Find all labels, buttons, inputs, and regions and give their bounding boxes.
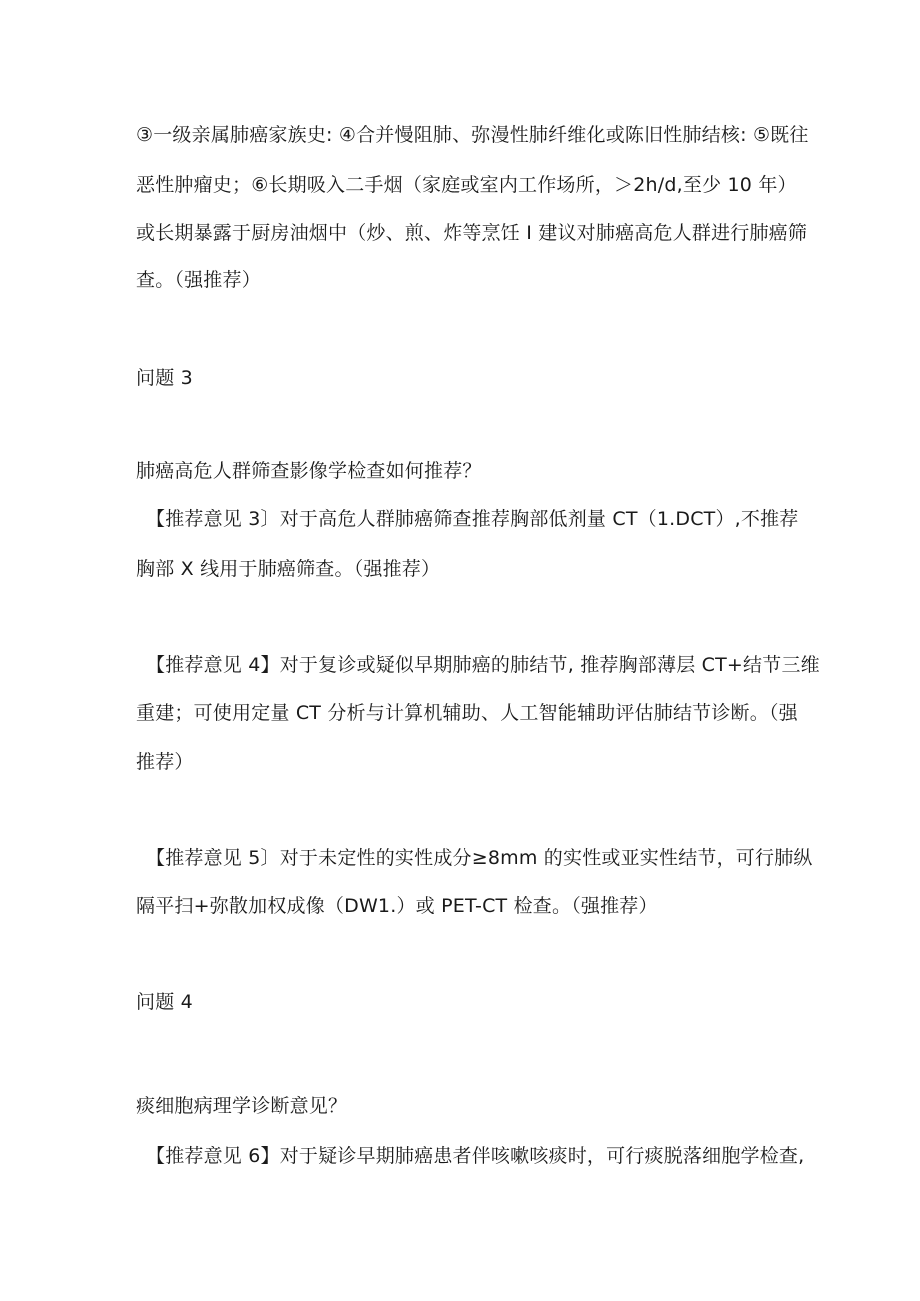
question-3-text: 肺癌高危人群筛查影像学检查如何推荐？ [136,460,482,482]
paragraph-line: 或长期暴露于厨房油烟中（炒、煎、炸等烹饪 I 建议对肺癌高危人群进行肺癌筛 [136,222,808,244]
recommendation-6-line: 【推荐意见 6】对于疑诊早期肺癌患者伴咳嗽咳痰时，可行痰脱落细胞学检查, [146,1145,805,1167]
paragraph-line: 恶性肿瘤史；⑥长期吸入二手烟（家庭或室内工作场所，＞2h/d,至少 10 年） [136,174,797,196]
paragraph-line: ③一级亲属肺癌家族史: ④合并慢阻肺、弥漫性肺纤维化或陈旧性肺结核: ⑤既往 [136,124,809,146]
question-4-text: 痰细胞病理学诊断意见？ [136,1095,348,1117]
recommendation-3-line: 【推荐意见 3〕对于高危人群肺癌筛查推荐胸部低剂量 CT（1.DCT）,不推荐 [146,508,799,530]
recommendation-4-line: 【推荐意见 4】对于复诊或疑似早期肺癌的肺结节, 推荐胸部薄层 CT+结节三维 [146,654,820,676]
question-3-heading: 问题 3 [136,367,193,389]
question-4-heading: 问题 4 [136,991,193,1013]
recommendation-5-line: 【推荐意见 5〕对于未定性的实性成分≥8mm 的实性或亚实性结节，可行肺纵 [146,847,813,869]
recommendation-4-line: 重建；可使用定量 CT 分析与计算机辅助、人工智能辅助评估肺结节诊断。（强 [136,702,798,724]
recommendation-4-line: 推荐） [136,751,194,773]
recommendation-5-line: 隔平扫+弥散加权成像（DW1.）或 PET-CT 检查。（强推荐） [136,895,658,917]
recommendation-3-line: 胸部 X 线用于肺癌筛查。（强推荐） [136,558,441,580]
paragraph-line: 查。（强推荐） [136,269,261,291]
